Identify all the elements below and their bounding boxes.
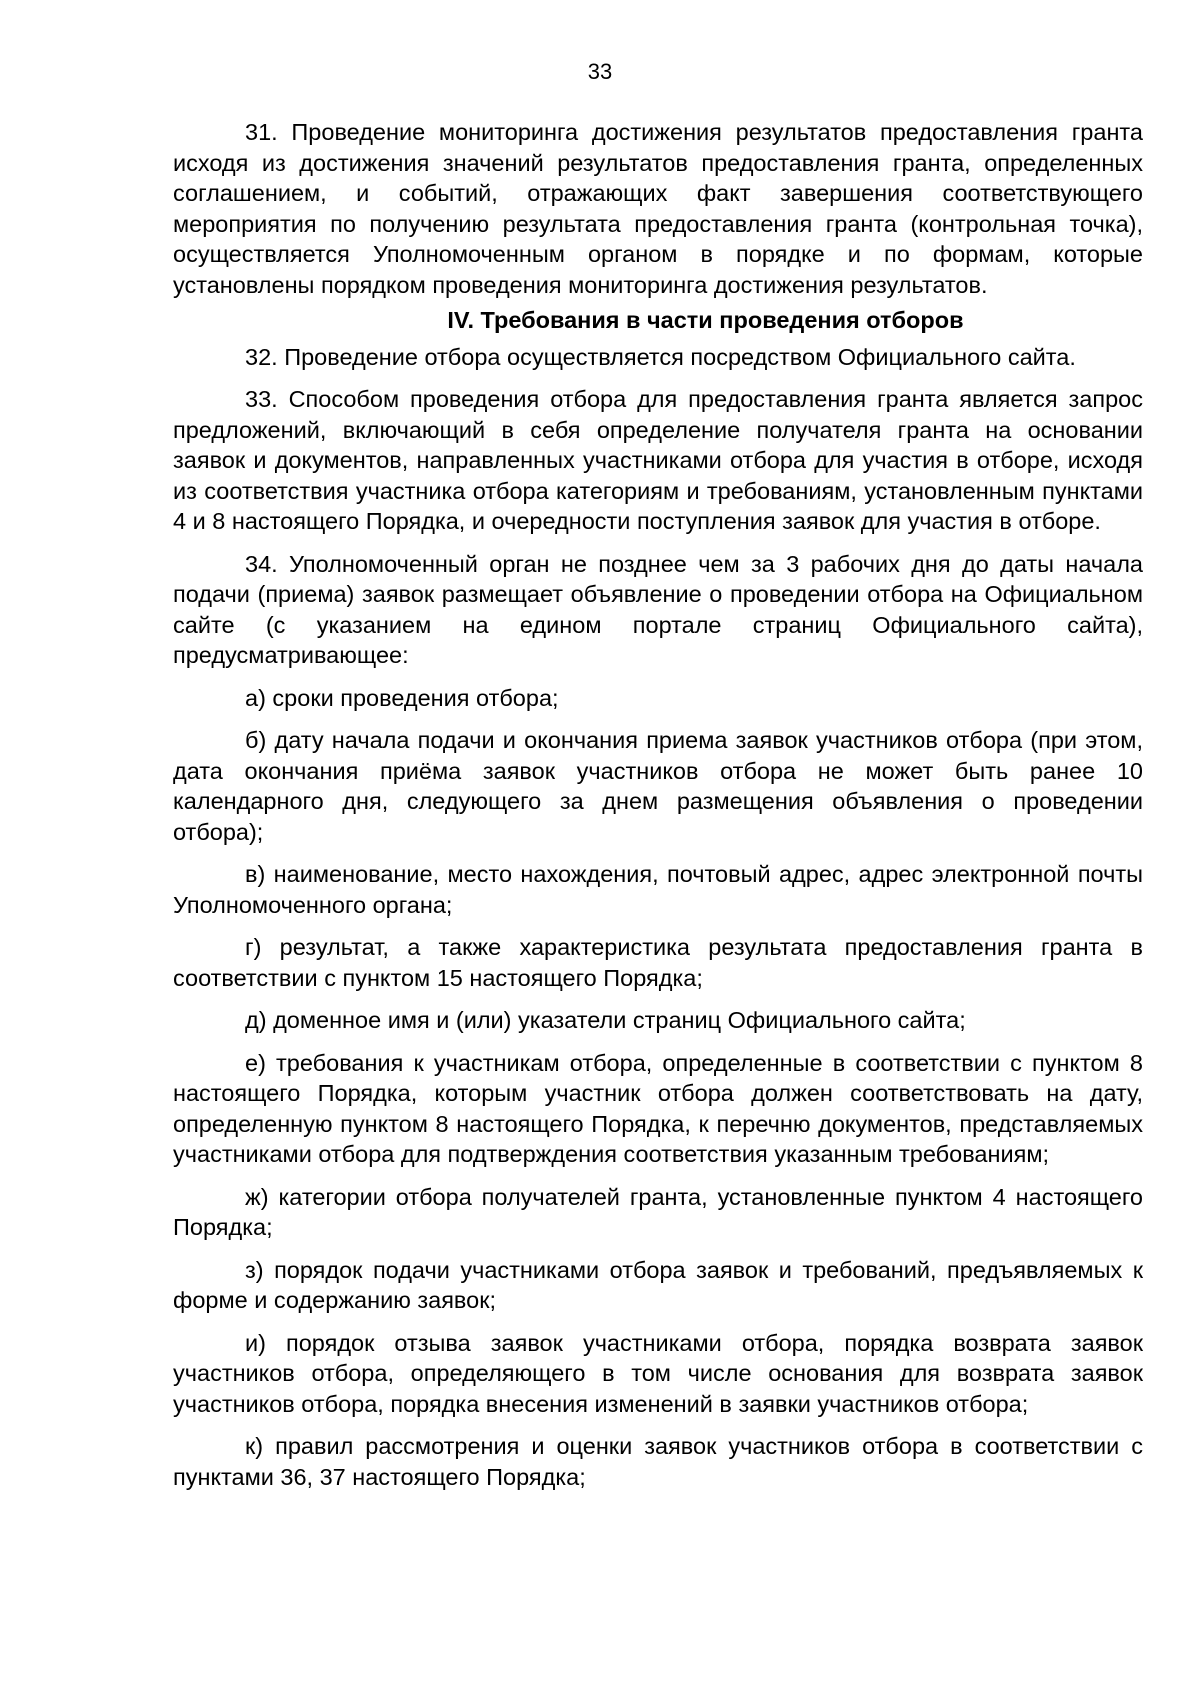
page-number: 33: [587, 59, 613, 84]
list-item-b: б) дату начала подачи и окончания приема заявок участников отбора (при этом, дата окончания приёма заявок участников отбора не может быть ранее 10 календарного дня, следующего за днем размещения объявления о проведении отбора);: [173, 727, 1143, 845]
section-heading: IV. Требования в части проведения отборов: [447, 307, 964, 333]
paragraph-32: 32. Проведение отбора осуществляется посредством Официального сайта.: [245, 343, 1076, 370]
list-item-e: е) требования к участникам отбора, определенные в соответствии с пунктом 8 настоящего Порядка, которым участник отбора должен соответствовать на дату, определенную пунктом 8 настоящего Порядка, к перечню документов, представляемых участниками отбора для подтверждения соответствия указанным требованиям;: [173, 1049, 1143, 1167]
paragraph-34: 34. Уполномоченный орган не позднее чем за 3 рабочих дня до даты начала подачи (приема) заявок размещает объявление о проведении отбора на Официальном сайте (с указанием на едином портале страниц Официального сайта), предусматривающее:: [173, 550, 1143, 668]
list-item-k: к) правил рассмотрения и оценки заявок участников отбора в соответствии с пунктами 36, 37 настоящего Порядка;: [173, 1433, 1143, 1490]
paragraph-31: 31. Проведение мониторинга достижения результатов предоставления гранта исходя из достижения значений результатов предоставления гранта, определенных соглашением, и событий, отражающих факт завершения соответствующего мероприятия по получению результата предоставления гранта (контрольная точка), осуществляется Уполномоченным органом в порядке и по формам, которые установлены порядком проведения мониторинга достижения результатов.: [173, 119, 1143, 298]
list-item-i: и) порядок отзыва заявок участниками отбора, порядка возврата заявок участников отбора, определяющего в том числе основания для возврата заявок участников отбора, порядка внесения изменений в заявки участников отбора;: [173, 1329, 1143, 1417]
document-body: [173, 117, 1143, 1504]
list-item-a: а) сроки проведения отбора;: [245, 684, 559, 711]
list-item-v: в) наименование, место нахождения, почтовый адрес, адрес электронной почты Уполномоченного органа;: [173, 861, 1143, 918]
list-item-g: г) результат, а также характеристика результата предоставления гранта в соответствии с пунктом 15 настоящего Порядка;: [173, 934, 1143, 991]
list-item-z: з) порядок подачи участниками отбора заявок и требований, предъявляемых к форме и содержанию заявок;: [173, 1256, 1143, 1313]
list-item-zh: ж) категории отбора получателей гранта, установленные пунктом 4 настоящего Порядка;: [173, 1183, 1143, 1240]
list-item-d: д) доменное имя и (или) указатели страниц Официального сайта;: [245, 1007, 966, 1033]
paragraph-33: 33. Способом проведения отбора для предоставления гранта является запрос предложений, включающий в себя определение получателя гранта на основании заявок и документов, направленных участниками отбора для участия в отборе, исходя из соответствия участника отбора категориям и требованиям, установленным пунктами 4 и 8 настоящего Порядка, и очередности поступления заявок для участия в отборе.: [173, 386, 1143, 534]
